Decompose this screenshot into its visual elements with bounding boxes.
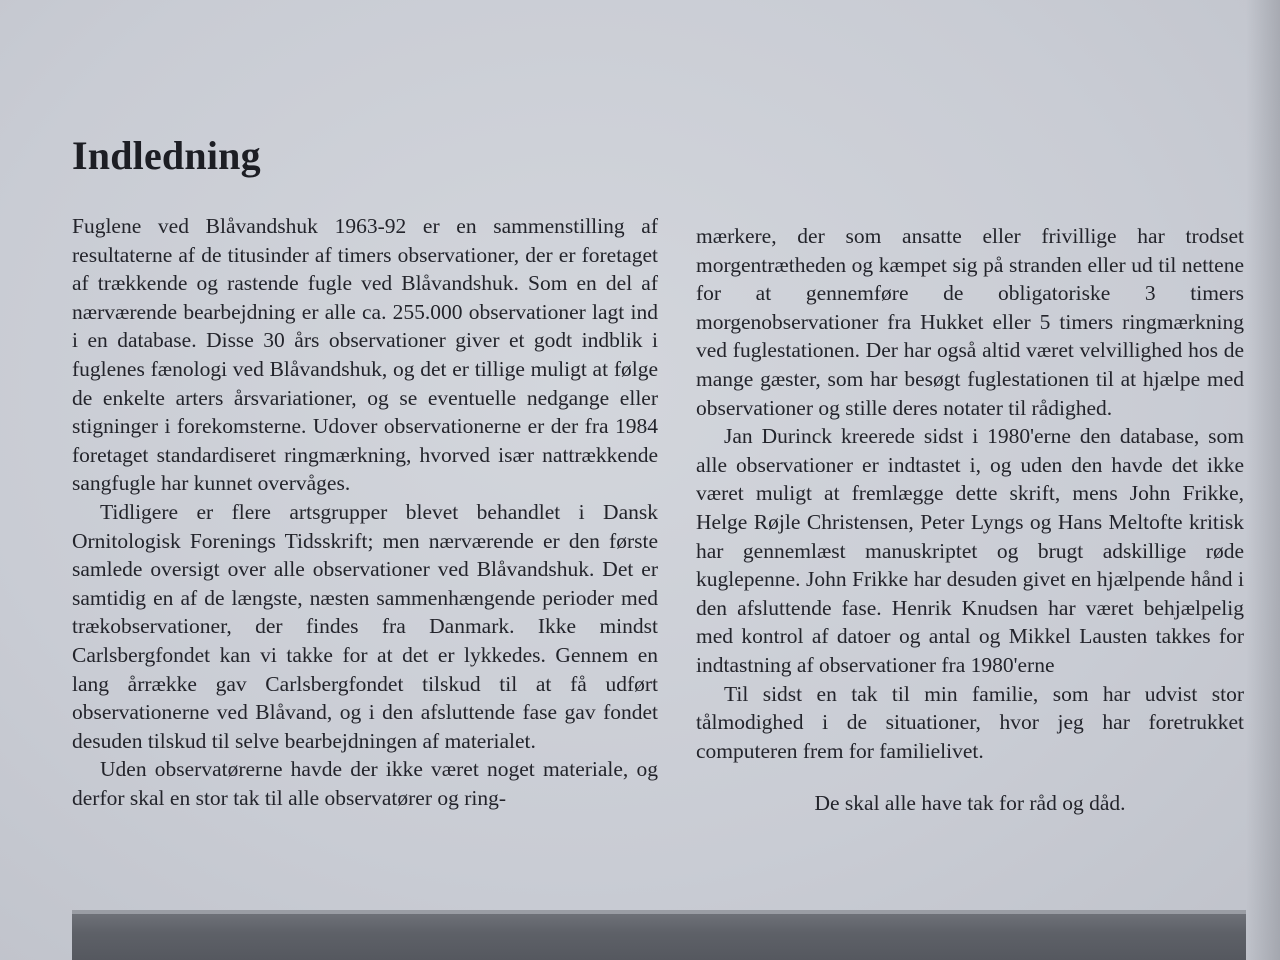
right-text-column	[696, 222, 1244, 818]
chapter-heading: Indledning	[72, 133, 261, 178]
paragraph-acknowledgements: Jan Durinck kreerede sidst i 1980'erne den database, som alle observationer er indtastet i, og uden den havde det ikke været muligt at fremlægge dette skrift, mens John Frikke, Helge Røjle Christensen, Peter Lyngs og Hans Meltofte kritisk har gennemlæst manuskriptet og brugt adskillige røde kuglepenne. John Frikke har desuden givet en hjælpende hånd i den afsluttende fase. Henrik Knudsen har været behjælpelig med kontrol af datoer og antal og Mikkel Lausten takkes for indtastning af observationer fra 1980'erne	[696, 424, 1244, 677]
paragraph-family: Til sidst en tak til min familie, som har udvist stor tålmodighed i de situationer, hvor jeg har foretrukket computeren frem for familielivet.	[696, 681, 1244, 763]
paragraph-history: Tidligere er flere artsgrupper blevet behandlet i Dansk Ornitologisk Forenings Tidsskrift; men nærværende er den første samlede oversigt over alle observationer ved Blåvandshuk. Det er samtidig en af de længste, næsten sammenhængende perioder med trækobservationer, der findes fra Danmark. Ikke mindst Carlsbergfondet kan vi takke for at det er lykkedes. Gennem en lang årrække gav Carlsbergfondet tilskud til at få udført observationerne ved Blåvand, og i den afsluttende fase gav fondet desuden tilskud til selve bearbejdningen af materialet.	[72, 499, 658, 753]
photo-bottom-strip	[72, 914, 1246, 960]
page-gutter-shadow	[1246, 0, 1280, 960]
paragraph-observers: Uden observatørerne havde der ikke været noget materiale, og derfor skal en stor tak til alle observatører og ring-	[72, 757, 658, 810]
closing-line: De skal alle have tak for råd og dåd.	[814, 791, 1126, 816]
left-text-column	[72, 212, 658, 812]
paragraph-intro: Fuglene ved Blåvandshuk 1963-92 er en sammenstilling af resultaterne af de titusinder af timers observationer, der er foretaget af trækkende og rastende fugle ved Blåvandshuk. Som en del af nærværende bearbejdning er alle ca. 255.000 observationer lagt ind i en database. Disse 30 års observationer giver et godt indblik i fuglenes fænologi ved Blåvandshuk, og det er tillige muligt at følge de enkelte arters årsvariationer, og se eventuelle nedgange eller stigninger i forekomsterne. Udover observationerne er der fra 1984 foretaget standardiseret ringmærkning, hvorved især nattrækkende sangfugle har kunnet overvåges.	[72, 214, 658, 496]
paragraph-ringers: mærkere, der som ansatte eller frivillige har trodset morgentrætheden og kæmpet sig på stranden eller ud til nettene for at gennemføre de obligatoriske 3 timers morgenobservationer fra Hukket eller 5 timers ringmærkning ved fuglestationen. Der har også altid været velvillighed hos de mange gæster, som har besøgt fuglestationen til at hjælpe med observationer og stille deres notater til rådighed.	[696, 224, 1244, 420]
